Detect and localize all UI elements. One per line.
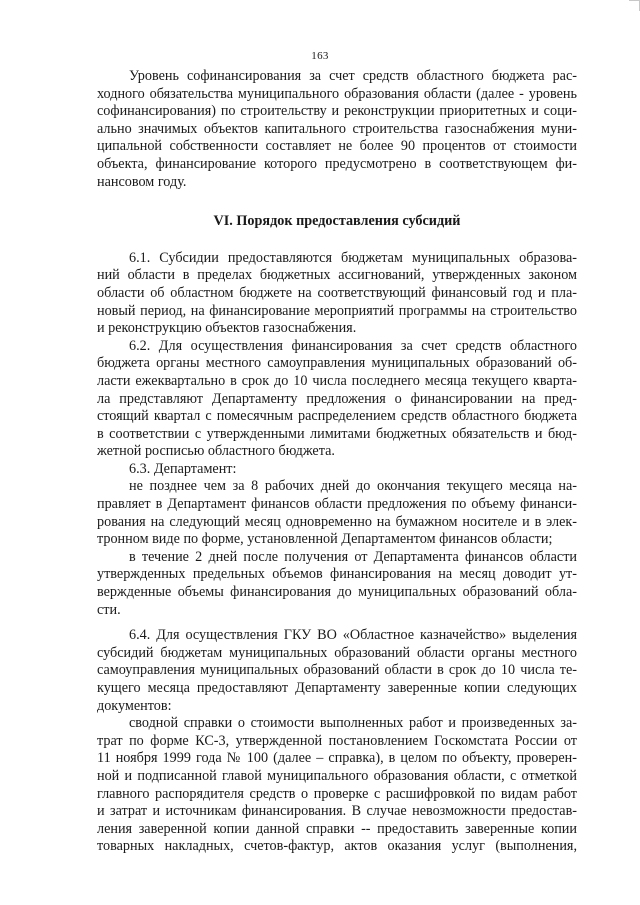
- text-line: ний области в пределах бюджетных ассигнований, утвержденных законом: [97, 267, 577, 284]
- text-line: ципальной собственности составляет не более 90 процентов от стоимости: [97, 138, 577, 155]
- text-line: ла представляют Департаменту предложения о финансировании на пред-: [97, 390, 577, 407]
- text-line: документов:: [97, 697, 172, 714]
- text-line: трат по форме КС-3, утвержденной постановлением Госкомстата России от: [97, 732, 577, 749]
- text-line: в течение 2 дней после получения от Департамента финансов области: [129, 548, 577, 565]
- paragraph: [97, 478, 577, 548]
- text-line: кущего месяца предоставляют Департаменту заверенные копии следующих: [97, 680, 577, 696]
- paragraph: [97, 627, 577, 715]
- text-line: и реконструкцию объектов газоснабжения.: [97, 320, 357, 337]
- text-line: утвержденных предельных объемов финансирования на месяц доводит ут-: [97, 566, 577, 583]
- section-paragraphs: [97, 250, 577, 856]
- paragraph: [97, 338, 577, 461]
- text-line: ления заверенной копии данной справки -- предоставить заверенные копии: [97, 820, 577, 837]
- text-line: главного распорядителя средств о проверке с расшифровкой по видам работ: [97, 785, 577, 802]
- text-line: субсидий бюджетам муниципальных образований области органы местного: [97, 644, 577, 661]
- text-line: в соответствии с утвержденными лимитами бюджетных обязательств и бюд-: [97, 425, 577, 442]
- text-line: ласти ежеквартально в срок до 10 числа последнего месяца текущего кварта-: [97, 372, 577, 389]
- text-line: правляет в Департамент финансов области предложения по объему финанси-: [97, 496, 577, 513]
- text-line: 6.2. Для осуществления финансирования за счет средств областного: [129, 337, 577, 354]
- text-line: сти.: [97, 601, 121, 618]
- paragraph: [97, 549, 577, 619]
- scan-corner-mark: [629, 0, 640, 11]
- page-number: 163: [311, 50, 329, 62]
- text-line: рования на следующий месяц одновременно на бумажном носителе и в элек-: [97, 513, 577, 530]
- text-line: и затрат и источникам финансирования. В случае невозможности предостав-: [97, 803, 577, 820]
- text-line: стоящий квартал с помесячным распределением средств областного бюджета: [97, 408, 577, 425]
- text-line: ходного обязательства муниципального образования области (далее - уровень: [97, 85, 577, 102]
- paragraph: [97, 715, 577, 856]
- text-line: новый период, на финансирование мероприятий программы на строительство: [97, 302, 577, 319]
- text-line: Уровень софинансирования за счет средств областного бюджета рас-: [129, 68, 577, 84]
- text-line: объекта, финансирование которого предусмотрено в соответствующем фи-: [97, 155, 577, 172]
- text-line: самоуправления муниципальных образований области в срок до 10 числа те-: [97, 662, 577, 679]
- text-line: ной и подписанной главой муниципального образования области, с отметкой: [97, 767, 577, 784]
- paragraph: [97, 461, 577, 479]
- text-line: нансовом году.: [97, 173, 187, 190]
- document-body: [97, 68, 577, 856]
- spacer: [97, 191, 577, 213]
- text-line: сводной справки о стоимости выполненных работ и произведенных за-: [129, 715, 577, 732]
- text-line: тронном виде по форме, установленной Департаментом финансов области;: [97, 531, 553, 548]
- text-line: софинансирования) по строительству и реконструкции приоритетных и соци-: [97, 103, 577, 120]
- intro-paragraphs: [97, 68, 577, 191]
- text-line: товарных накладных, счетов-фактур, актов оказания услуг (выполнения,: [97, 838, 577, 855]
- paragraph: [97, 68, 577, 191]
- text-line: ально значимых объектов капитального строительства газоснабжения муни-: [97, 120, 577, 137]
- text-line: жетной росписью областного бюджета.: [97, 443, 335, 460]
- spacer: [97, 619, 577, 627]
- text-line: 6.1. Субсидии предоставляются бюджетам муниципальных образова-: [129, 249, 577, 266]
- paragraph: [97, 250, 577, 338]
- text-line: не позднее чем за 8 рабочих дней до окончания текущего месяца на-: [129, 478, 577, 495]
- text-line: вержденные объемы финансирования до муниципальных образований обла-: [97, 584, 577, 601]
- text-line: 6.4. Для осуществления ГКУ ВО «Областное казначейство» выделения: [129, 627, 577, 644]
- text-line: области об областном бюджете на соответствующий финансовый год и пла-: [97, 284, 577, 301]
- spacer: [97, 231, 577, 250]
- text-line: 6.3. Департамент:: [129, 460, 237, 477]
- text-line: 11 ноября 1999 года № 100 (далее – справка), в целом по объекту, проверен-: [97, 750, 577, 767]
- section-heading: VI. Порядок предоставления субсидий: [213, 213, 461, 230]
- text-line: бюджета органы местного самоуправления муниципальных образований об-: [97, 355, 577, 372]
